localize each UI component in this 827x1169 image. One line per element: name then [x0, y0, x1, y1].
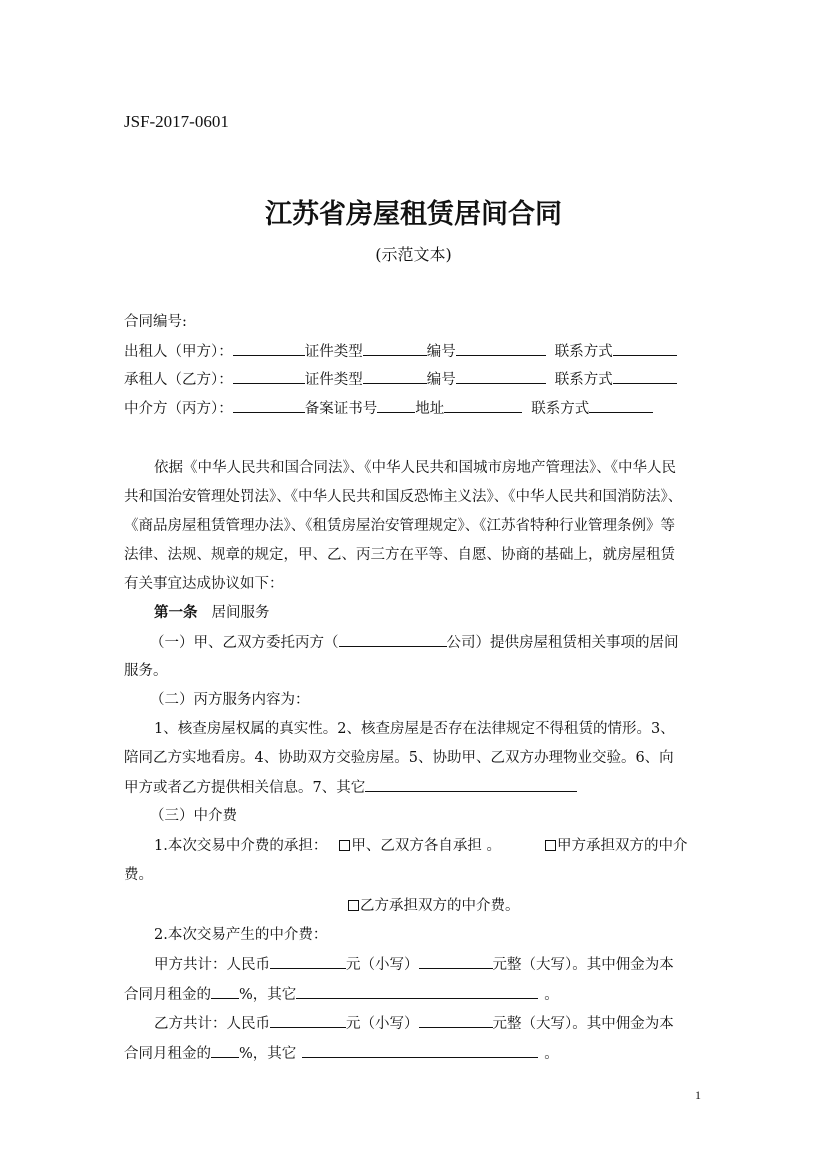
lessor-contact-blank[interactable]: [613, 341, 677, 356]
preamble-line-4: 法律、法规、规章的规定，甲、乙、丙三方在平等、自愿、协商的基础上，就房屋租赁: [124, 547, 675, 563]
party-a-percent-blank[interactable]: [211, 984, 239, 999]
agent-address-label: 地址: [415, 401, 445, 417]
lessee-row: [124, 369, 677, 390]
lessee-id-type-blank[interactable]: [363, 369, 427, 384]
party-b-other-label: %，其它: [239, 1046, 297, 1062]
lessee-contact-label: 联系方式: [554, 372, 613, 388]
party-b-other-blank[interactable]: [302, 1043, 538, 1058]
lessor-name-blank[interactable]: [233, 341, 305, 356]
lessor-pays-checkbox[interactable]: [545, 840, 556, 851]
preamble-line-3: 《商品房屋租赁管理办法》、《租赁房屋治安管理规定》、《江苏省特种行业管理条例》等: [124, 518, 675, 534]
party-a-fee-line-2: [124, 984, 559, 1005]
lessee-pays-option: [348, 896, 520, 916]
agent-cert-blank[interactable]: [377, 398, 415, 413]
agent-contact-label: 联系方式: [531, 401, 590, 417]
party-a-other-label: %，其它: [239, 987, 297, 1003]
clause-1-lead: （一）甲、乙双方委托丙方（: [150, 635, 339, 651]
party-a-fee-line-1: [154, 954, 674, 975]
lessee-pays-label: 乙方承担双方的中介费。: [360, 898, 520, 914]
lessor-id-no-blank[interactable]: [456, 341, 546, 356]
agent-cert-label: 备案证书号: [304, 401, 378, 417]
clause-2-line-3-text: 甲方或者乙方提供相关信息。7、其它: [124, 780, 366, 796]
party-a-amount-capital-blank[interactable]: [419, 954, 493, 969]
party-a-amount-small-blank[interactable]: [270, 954, 346, 969]
lessee-name-blank[interactable]: [233, 369, 305, 384]
article-1-number: 第一条: [154, 604, 198, 621]
clause-2-line-3: [124, 777, 577, 798]
lessee-label: 承租人（乙方）：: [124, 372, 233, 388]
fee-bearer-question: 1.本次交易中介费的承担：: [154, 838, 328, 854]
lessee-pays-checkbox[interactable]: [348, 900, 359, 911]
lessee-contact-blank[interactable]: [613, 369, 677, 384]
party-b-end: 。: [544, 1046, 559, 1062]
agent-label: 中介方（丙方）：: [124, 401, 233, 417]
contract-number-label: 合同编号:: [124, 314, 187, 330]
agent-company-blank[interactable]: [339, 632, 447, 647]
agent-row: [124, 398, 653, 419]
fee-bearer-line-2: 费。: [124, 867, 153, 883]
document-code: JSF-2017-0601: [124, 112, 229, 131]
party-b-percent-blank[interactable]: [211, 1043, 239, 1058]
clause-3-title: （三）中介费: [150, 808, 237, 824]
agent-name-blank[interactable]: [233, 398, 305, 413]
party-a-capital-label: 元整（大写）。其中佣金为本: [492, 957, 674, 973]
page-number: 1: [695, 1088, 701, 1102]
party-b-amount-small-blank[interactable]: [270, 1013, 346, 1028]
party-b-small-label: 元（小写）: [346, 1016, 419, 1032]
party-a-small-label: 元（小写）: [346, 957, 419, 973]
lessor-id-no-label: 编号: [426, 344, 456, 360]
preamble-line-2: 共和国治安管理处罚法》、《中华人民共和国反恐怖主义法》、《中华人民共和国消防法》、: [124, 489, 683, 505]
lessor-pays-label: 甲方承担双方的中介: [556, 838, 688, 854]
party-a-end: 。: [544, 987, 559, 1003]
document-title: 江苏省房屋租赁居间合同: [265, 199, 562, 230]
lessee-id-no-blank[interactable]: [456, 369, 546, 384]
party-a-rent-label: 合同月租金的: [124, 987, 211, 1003]
other-services-blank[interactable]: [365, 777, 577, 792]
lessee-id-no-label: 编号: [426, 372, 456, 388]
lessee-id-type-label: 证件类型: [304, 372, 363, 388]
fee-bearer-line: [154, 836, 687, 856]
party-b-rent-label: 合同月租金的: [124, 1046, 211, 1062]
article-1-name: 居间服务: [211, 605, 270, 621]
lessor-label: 出租人（甲方）：: [124, 344, 233, 360]
lessor-id-type-label: 证件类型: [304, 344, 363, 360]
clause-2-line-1: 1、核查房屋权属的真实性。2、核查房屋是否存在法律规定不得租赁的情形。3、: [154, 721, 675, 737]
agent-contact-blank[interactable]: [589, 398, 653, 413]
agent-address-blank[interactable]: [444, 398, 522, 413]
lessor-row: [124, 341, 677, 362]
party-b-amount-capital-blank[interactable]: [419, 1013, 493, 1028]
fee-amount-question: 2.本次交易产生的中介费：: [154, 927, 328, 943]
party-b-capital-label: 元整（大写）。其中佣金为本: [492, 1016, 674, 1032]
lessor-id-type-blank[interactable]: [363, 341, 427, 356]
each-pays-label: 甲、乙双方各自承担 。: [351, 838, 501, 854]
preamble-line-1: 依据《中华人民共和国合同法》、《中华人民共和国城市房地产管理法》、《中华人民: [154, 460, 676, 476]
clause-1-line-2: 服务。: [124, 663, 168, 679]
lessor-contact-label: 联系方式: [554, 344, 613, 360]
document-subtitle: (示范文本): [375, 245, 452, 264]
party-b-fee-line-1: [154, 1013, 674, 1034]
preamble-line-5: 有关事宜达成协议如下：: [124, 576, 284, 592]
party-b-fee-lead: 乙方共计：人民币: [154, 1016, 270, 1032]
each-pays-checkbox[interactable]: [339, 840, 350, 851]
clause-2-line-2: 陪同乙方实地看房。4、协助双方交验房屋。5、协助甲、乙双方办理物业交验。6、向: [124, 750, 674, 766]
party-a-fee-lead: 甲方共计：人民币: [154, 957, 270, 973]
article-1-heading: [154, 603, 270, 623]
party-b-fee-line-2: [124, 1043, 559, 1064]
clause-1-line-1: [150, 632, 679, 653]
party-a-other-blank[interactable]: [296, 984, 538, 999]
clause-1-rest: 公司）提供房屋租赁相关事项的居间: [446, 635, 679, 651]
clause-2-title: （二）丙方服务内容为：: [150, 692, 310, 708]
